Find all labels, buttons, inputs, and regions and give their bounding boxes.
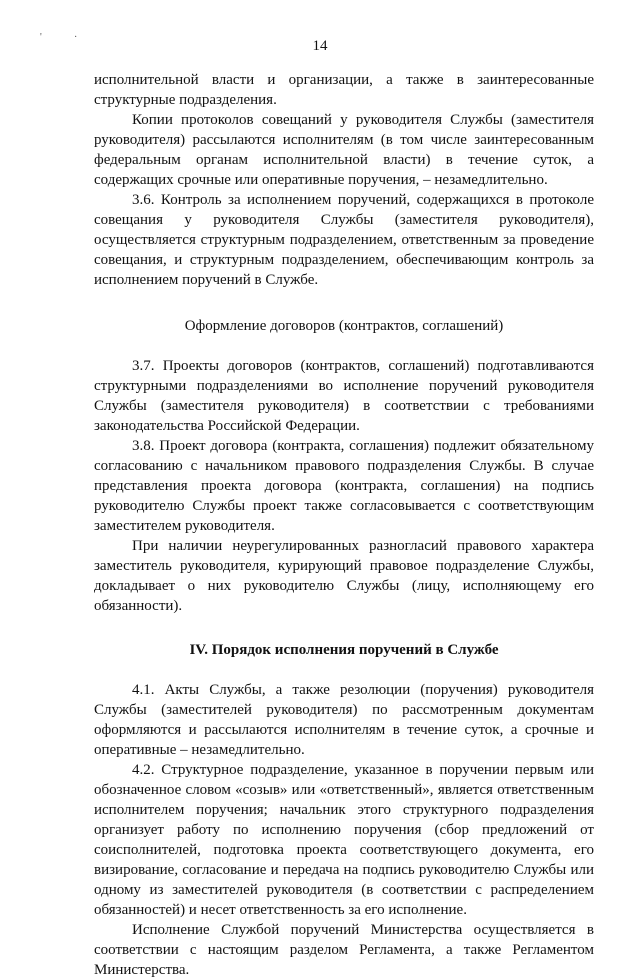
paragraph: 4.1. Акты Службы, а также резолюции (поручения) руководителя Службы (заместителей руководителя) по рассмотренным документам оформляются и рассылаются исполнителям в течение суток, а срочные и оперативные – незамедлительно. bbox=[94, 682, 594, 758]
paragraph: 4.2. Структурное подразделение, указанное в поручении первым или обозначенное словом «созыв» или «ответственный», является ответственным исполнителем поручения; начальник этого структурного подразделения организует работу по исполнению поручения (сбор предложений от соисполнителей, подготовка проекта соответствующего документа, его визирование, согласование и передача на подпись руководителю Службы или одному из заместителей руководителя (в соответствии с распределением обязанностей) и несет ответственность за его исполнение. bbox=[94, 762, 594, 918]
paragraph: 3.6. Контроль за исполнением поручений, содержащихся в протоколе совещания у руководителя Службы (заместителя руководителя), осуществляется структурным подразделением, ответственным за проведение совещания, и структурным подразделением, обеспечивающим контроль за исполнением поручений в Службе. bbox=[94, 192, 594, 288]
page-number: 14 bbox=[312, 38, 328, 54]
paragraph: При наличии неурегулированных разногласий правового характера заместитель руководителя, курирующий правовое подразделение Службы, докладывает о них руководителю Службы (лицу, исполняющему его обязанности). bbox=[94, 538, 594, 614]
section-heading: IV. Порядок исполнения поручений в Службе bbox=[189, 642, 499, 658]
document-body bbox=[94, 70, 594, 980]
paragraph: исполнительной власти и организации, а также в заинтересованные структурные подразделения. bbox=[94, 72, 594, 108]
subheading: Оформление договоров (контрактов, соглашений) bbox=[184, 318, 504, 334]
paragraph: Копии протоколов совещаний у руководителя Службы (заместителя руководителя) рассылаются исполнителям (в том числе заинтересованным федеральным органам исполнительной власти) в течение суток, а содержащих срочные или оперативные поручения, – незамедлительно. bbox=[94, 112, 594, 188]
paragraph: 3.7. Проекты договоров (контрактов, соглашений) подготавливаются структурными подразделениями во исполнение поручений руководителя Службы (заместителя руководителя) в соответствии с требованиями законодательства Российской Федерации. bbox=[94, 358, 594, 434]
scan-mark: · bbox=[74, 32, 78, 43]
paragraph: 3.8. Проект договора (контракта, соглашения) подлежит обязательному согласованию с начальником правового подразделения Службы. В случае представления проекта договора (контракта, соглашения) на подпись руководителю Службы проект также согласовывается с соответствующим заместителем руководителя. bbox=[94, 438, 594, 534]
paragraph: Исполнение Службой поручений Министерства осуществляется в соответствии с настоящим разделом Регламента, а также Регламентом Министерства. bbox=[94, 922, 594, 978]
scan-mark: ' bbox=[40, 32, 42, 43]
